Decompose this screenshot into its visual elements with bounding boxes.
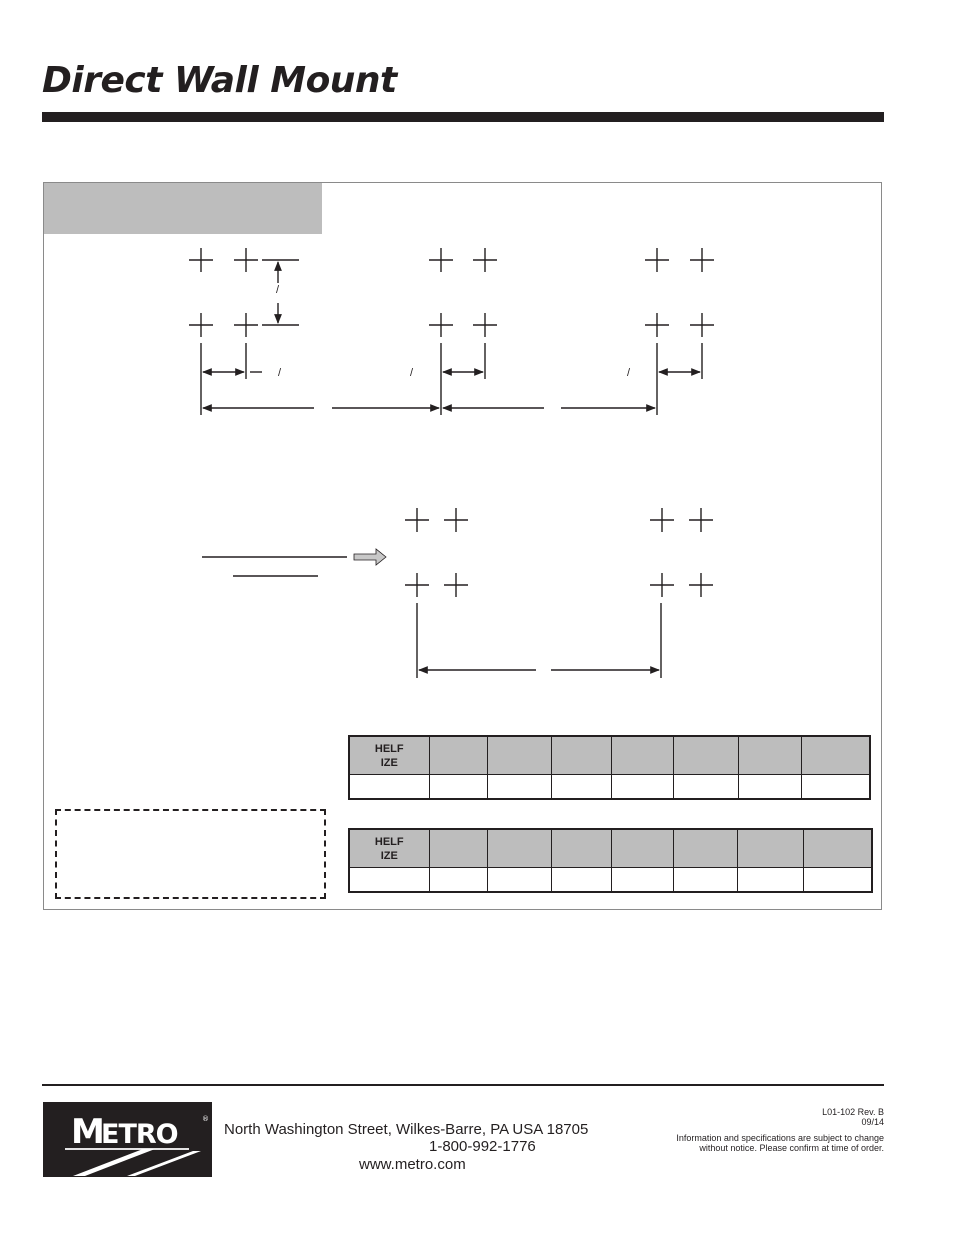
mounting-hole-marks-top [189, 248, 714, 337]
footer-address: North Washington Street, Wilkes-Barre, PA USA 18705 [224, 1121, 589, 1138]
table-header-cell [551, 829, 611, 868]
table-cell [487, 775, 551, 800]
table-cell [673, 775, 738, 800]
table-header-cell [737, 829, 803, 868]
table-cell [611, 868, 673, 893]
footer-rule [42, 1084, 884, 1086]
doc-number: L01-102 Rev. B [822, 1107, 884, 1117]
doc-date: 09/14 [861, 1117, 884, 1127]
table-header-cell [738, 736, 801, 775]
metro-logo [43, 1102, 212, 1177]
table-cell [611, 775, 673, 800]
registered-mark: ® [202, 1115, 209, 1123]
table-header-cell [551, 736, 611, 775]
table-cell [349, 775, 429, 800]
table-cell [801, 775, 870, 800]
mounting-hole-marks-bottom [405, 508, 713, 597]
table-header-cell [429, 736, 487, 775]
table-cell [737, 868, 803, 893]
table-header-cell [487, 829, 551, 868]
table-header-row [349, 829, 872, 868]
dimension-label: / [627, 367, 631, 379]
table-cell [349, 868, 429, 893]
disclaimer-line-1: Information and specifications are subject to change [676, 1133, 884, 1143]
table-row [349, 868, 872, 893]
table-header-cell [611, 829, 673, 868]
table-header-cell [801, 736, 870, 775]
table-cell [429, 868, 487, 893]
dimension-label: / [276, 284, 280, 296]
table-header-cell [429, 829, 487, 868]
direction-arrow-icon [354, 549, 386, 565]
table-header-row [349, 736, 870, 775]
table-cell [673, 868, 737, 893]
table-cell [429, 775, 487, 800]
table-header-cell [673, 736, 738, 775]
table-header-cell [673, 829, 737, 868]
shelf-size-header: HELF IZE [349, 829, 429, 868]
brand-m: M [71, 1112, 105, 1152]
note-box [55, 809, 326, 899]
dimension-label: / [410, 367, 414, 379]
footer-website: www.metro.com [359, 1156, 466, 1173]
table-header-cell [487, 736, 551, 775]
table-cell [803, 868, 872, 893]
footer-phone: 1-800-992-1776 [429, 1138, 536, 1155]
table-cell [487, 868, 551, 893]
table-header-cell [803, 829, 872, 868]
table-cell [551, 775, 611, 800]
mounting-diagram [44, 183, 881, 909]
dimension-label: / [278, 367, 282, 379]
mounting-panel [43, 182, 882, 910]
table-cell [738, 775, 801, 800]
title-rule [42, 112, 884, 122]
page-title: Direct Wall Mount [42, 60, 397, 101]
table-header-cell [611, 736, 673, 775]
table-cell [551, 868, 611, 893]
disclaimer-line-2: without notice. Please confirm at time of order. [699, 1143, 884, 1153]
shelf-size-header: HELF IZE [349, 736, 429, 775]
spec-table-2 [348, 828, 873, 893]
table-row [349, 775, 870, 800]
spec-table-1 [348, 735, 871, 800]
brand-etro: ETRO [101, 1119, 178, 1150]
